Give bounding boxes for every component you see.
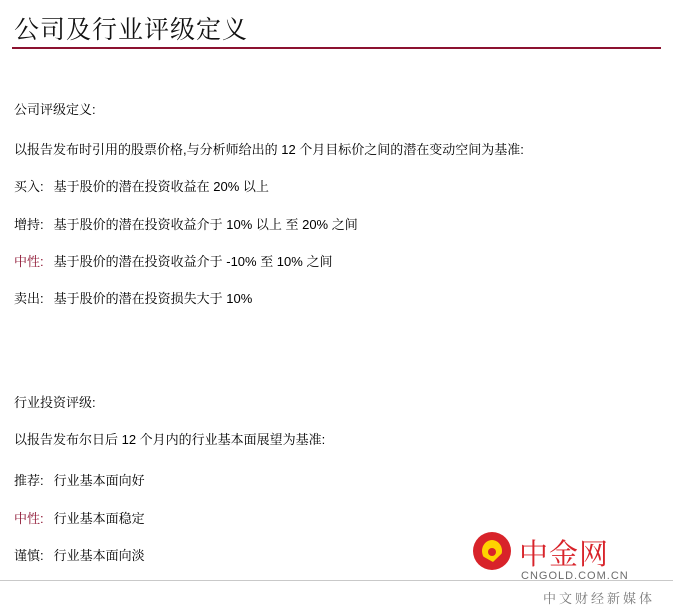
- page-title: 公司及行业评级定义: [14, 16, 249, 44]
- logo-tagline: 中文财经新媒体: [542, 591, 655, 606]
- industry-rating-item: [14, 470, 145, 489]
- site-watermark: [473, 530, 663, 606]
- company-rating-item: [14, 251, 332, 270]
- logo-swirl-dot: [488, 548, 496, 556]
- industry-section-heading: 行业投资评级:: [14, 395, 96, 410]
- company-rating-item: [14, 214, 358, 233]
- industry-section-lead: 以报告发布尔日后 12 个月内的行业基本面展望为基准:: [14, 432, 326, 447]
- company-section-heading: 公司评级定义:: [14, 102, 96, 117]
- rating-description: 基于股价的潜在投资收益介于 10% 以上 至 20% 之间: [53, 217, 358, 232]
- title-divider: [12, 47, 661, 49]
- logo-wordmark: 中金网: [519, 537, 610, 571]
- rating-description: 基于股价的潜在投资收益在 20% 以上: [53, 179, 269, 194]
- logo-url: CNGOLD.COM.CN: [521, 570, 629, 582]
- company-rating-item: [14, 288, 252, 307]
- rating-description: 行业基本面向淡: [53, 548, 145, 563]
- rating-label: 卖出:: [14, 291, 44, 306]
- rating-label: 买入:: [14, 179, 44, 194]
- rating-label: 中性:: [14, 254, 44, 269]
- rating-description: 行业基本面稳定: [53, 511, 145, 526]
- company-section-lead: 以报告发布时引用的股票价格,与分析师给出的 12 个月目标价之间的潜在变动空间为基准:: [14, 142, 524, 157]
- rating-label: 增持:: [14, 217, 44, 232]
- rating-label: 谨慎:: [14, 548, 44, 563]
- industry-rating-item: [14, 545, 145, 564]
- rating-description: 基于股价的潜在投资损失大于 10%: [53, 291, 253, 306]
- rating-label: 中性:: [14, 511, 44, 526]
- rating-description: 基于股价的潜在投资收益介于 -10% 至 10% 之间: [53, 254, 333, 269]
- rating-label: 推荐:: [14, 473, 44, 488]
- cngold-logo-icon: [473, 532, 511, 570]
- rating-description: 行业基本面向好: [53, 473, 145, 488]
- industry-rating-item: [14, 508, 145, 527]
- company-rating-item: [14, 176, 269, 195]
